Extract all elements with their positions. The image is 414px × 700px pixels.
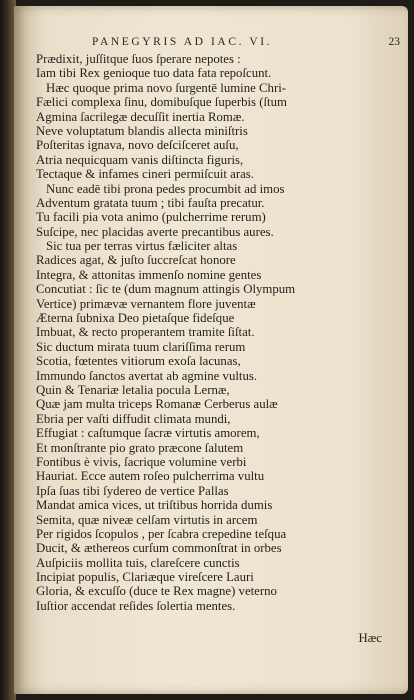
text-line: Tectaque & infames cineri permiſcuit aras. [36, 167, 254, 182]
text-line: Radices agat, & juſto ſuccreſcat honore [36, 253, 236, 268]
text-line: Quæ jam multa triceps Romanæ Cerberus aulæ [36, 397, 278, 412]
text-line: Atria nequicquam vanis diſtincta figuris, [36, 152, 244, 167]
text-line: Sic ductum mirata tuum clariſſima rerum [36, 339, 246, 354]
text-line: Auſpiciis mollita tuis, clareſcere cunctis [36, 555, 240, 570]
text-line: Et monſtrante pio grato præcone ſalutem [36, 440, 244, 455]
text-line: Vertice) primævæ vernantem flore juventæ [36, 296, 256, 311]
running-title: PANEGYRIS AD IAC. VI. [92, 36, 273, 48]
text-line: Æterna ſubnixa Deo pietaſque fideſque [36, 311, 235, 326]
poem-text [36, 52, 402, 613]
text-line: Sic tua per terras virtus fæliciter altas [46, 239, 238, 254]
page [14, 6, 408, 694]
text-line: Ipſa ſuas tibi ſydereo de vertice Pallas [36, 483, 229, 498]
text-line: Fontibus è vivis, ſacrique volumine verbi [36, 454, 247, 469]
text-line: Prædixit, juſſitque ſuos ſperare nepotes : [36, 52, 241, 66]
text-line: Mandat amica vices, ut triſtibus horrida dumis [36, 498, 273, 513]
text-line: Iam tibi Rex genioque tuo data fata repoſcunt. [36, 66, 272, 81]
text-line: Integra, & attonitas immenſo nomine gentes [36, 267, 262, 282]
catchword: Hæc [358, 631, 382, 645]
text-line: Quin & Tenariæ letalia pocula Lernæ, [36, 382, 230, 397]
text-line: Ebria per vaſti diffudit climata mundi, [36, 411, 231, 426]
text-line: Neve voluptatum blandis allecta miniſtris [36, 123, 248, 138]
text-line: Tu facili pia vota animo (pulcherrime rerum) [36, 210, 266, 225]
text-line: Concutiat : ſic te (dum magnum attingis Olympum [36, 282, 296, 297]
text-line: Incipiat populis, Clariæque vireſcere Lauri [36, 570, 254, 585]
text-line: Immundo ſanctos avertat ab agmine vultus. [36, 368, 258, 383]
text-line: Semita, quæ niveæ celſam virtutis in arcem [36, 512, 258, 527]
text-line: Hæc quoque prima novo ſurgentē lumine Chri- [46, 80, 287, 95]
text-line: Poſteritas ignava, novo deſciſceret auſu, [36, 138, 239, 153]
text-line: Fælici complexa ſinu, domibuſque ſuperbis (ſtum [36, 95, 287, 110]
page-header [14, 36, 408, 52]
text-line: Gloria, & excuſſo (duce te Rex magne) veterno [36, 584, 277, 599]
text-line: Adventum gratata tuum ; tibi fauſta precatur. [36, 195, 265, 210]
text-line: Agmina ſacrilegæ decuſſit inertia Romæ. [36, 109, 245, 124]
text-line: Imbuat, & recto properantem tramite ſiſtat. [36, 325, 255, 340]
text-line: Nunc eadē tibi prona pedes procumbit ad imos [46, 181, 285, 196]
text-line: Suſcipe, nec placidas averte precantibus aures. [36, 224, 274, 239]
text-line: Ducit, & æthereos curſum commonſtrat in orbes [36, 541, 282, 556]
page-number: 23 [388, 36, 400, 48]
text-line: Per rigidos ſcopulos , per ſcabra crepedine teſqua [36, 526, 287, 541]
text-line: Effugiat : caſtumque ſacræ virtutis amorem, [36, 426, 260, 441]
text-line: Scotia, fœtentes vitiorum exoſa lacunas, [36, 354, 241, 369]
text-line: Hauriat. Ecce autem roſeo pulcherrima vultu [36, 469, 265, 484]
text-line: Iuſtior accendat reſides ſolertia mentes. [36, 598, 236, 613]
